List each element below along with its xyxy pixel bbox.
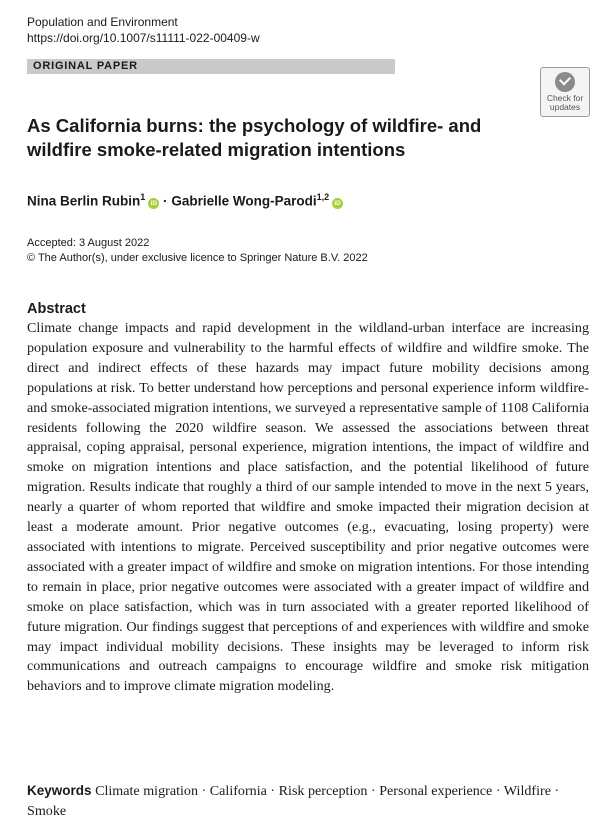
accepted-date: Accepted: 3 August 2022 — [27, 237, 150, 249]
orcid-icon[interactable]: iD — [148, 198, 159, 209]
check-updates-label: Check for updates — [546, 93, 584, 112]
author-affiliation: 1 — [140, 192, 146, 202]
author-separator: · — [163, 193, 168, 209]
keywords-list: Climate migration · California · Risk perception · Personal experience · Wildfire · Smoke — [27, 783, 560, 819]
author-list — [27, 188, 343, 211]
author-name: Nina Berlin Rubin — [27, 193, 141, 209]
keywords-section — [27, 781, 589, 821]
author-affiliation: 1,2 — [316, 192, 330, 202]
paper-title: As California burns: the psychology of wildfire- and wildfire smoke-related migration intentions — [27, 115, 482, 160]
keywords-label: Keywords — [27, 783, 92, 798]
check-for-updates-badge[interactable] — [540, 67, 590, 117]
abstract-text: Climate change impacts and rapid development in the wildland-urban interface are increasing population exposure and vulnerability to the harmful effects of wildfire and wildfire smoke. The direct and indirect effects of these hazards may impact future mobility decisions among populations at risk. To better understand how perceptions and personal experience inform wildfire- and smoke-associated migration intentions, we surveyed a representative sample of 1108 California residents following the 2020 wildfire season. We assessed the associations between threat appraisal, coping appraisal, personal experience, migration intentions, the impact of wildfire and smoke on migration intentions and place satisfaction, and the potential likelihood of future migration. Results indicate that roughly a third of our sample intended to move in the next 5 years, nearly a quarter of whom reported that wildfire and smoke impacted their migration decision at least a moderate amount. Prior negative outcomes (e.g., evacuating, losing property) were associated with intentions to migrate. Perceived susceptibility and prior negative outcomes were associated with a greater impact of wildfire and smoke on migration intentions. For those intending to remain in place, prior negative outcomes were associated with a greater impact of wildfire and smoke on place satisfaction, which was in turn associated with a greater reported likelihood of future migration. Our findings suggest that perceptions of and experiences with wildfire and smoke may impact individual mobility decisions. These insights may be leveraged to inform risk communications and outreach campaigns to encourage wildfire and smoke risk mitigation behaviors and to improve climate migration modeling. — [27, 320, 589, 695]
orcid-icon[interactable]: iD — [332, 198, 343, 209]
author-name: Gabrielle Wong-Parodi — [171, 193, 317, 209]
paper-type-bar — [27, 59, 395, 74]
copyright-notice: © The Author(s), under exclusive licence to Springer Nature B.V. 2022 — [27, 252, 368, 264]
abstract-heading: Abstract — [27, 301, 86, 317]
journal-name: Population and Environment — [27, 15, 178, 29]
doi-link[interactable]: https://doi.org/10.1007/s11111-022-00409-w — [27, 31, 260, 45]
check-updates-icon — [555, 72, 575, 92]
paper-type-label: ORIGINAL PAPER — [33, 60, 138, 72]
